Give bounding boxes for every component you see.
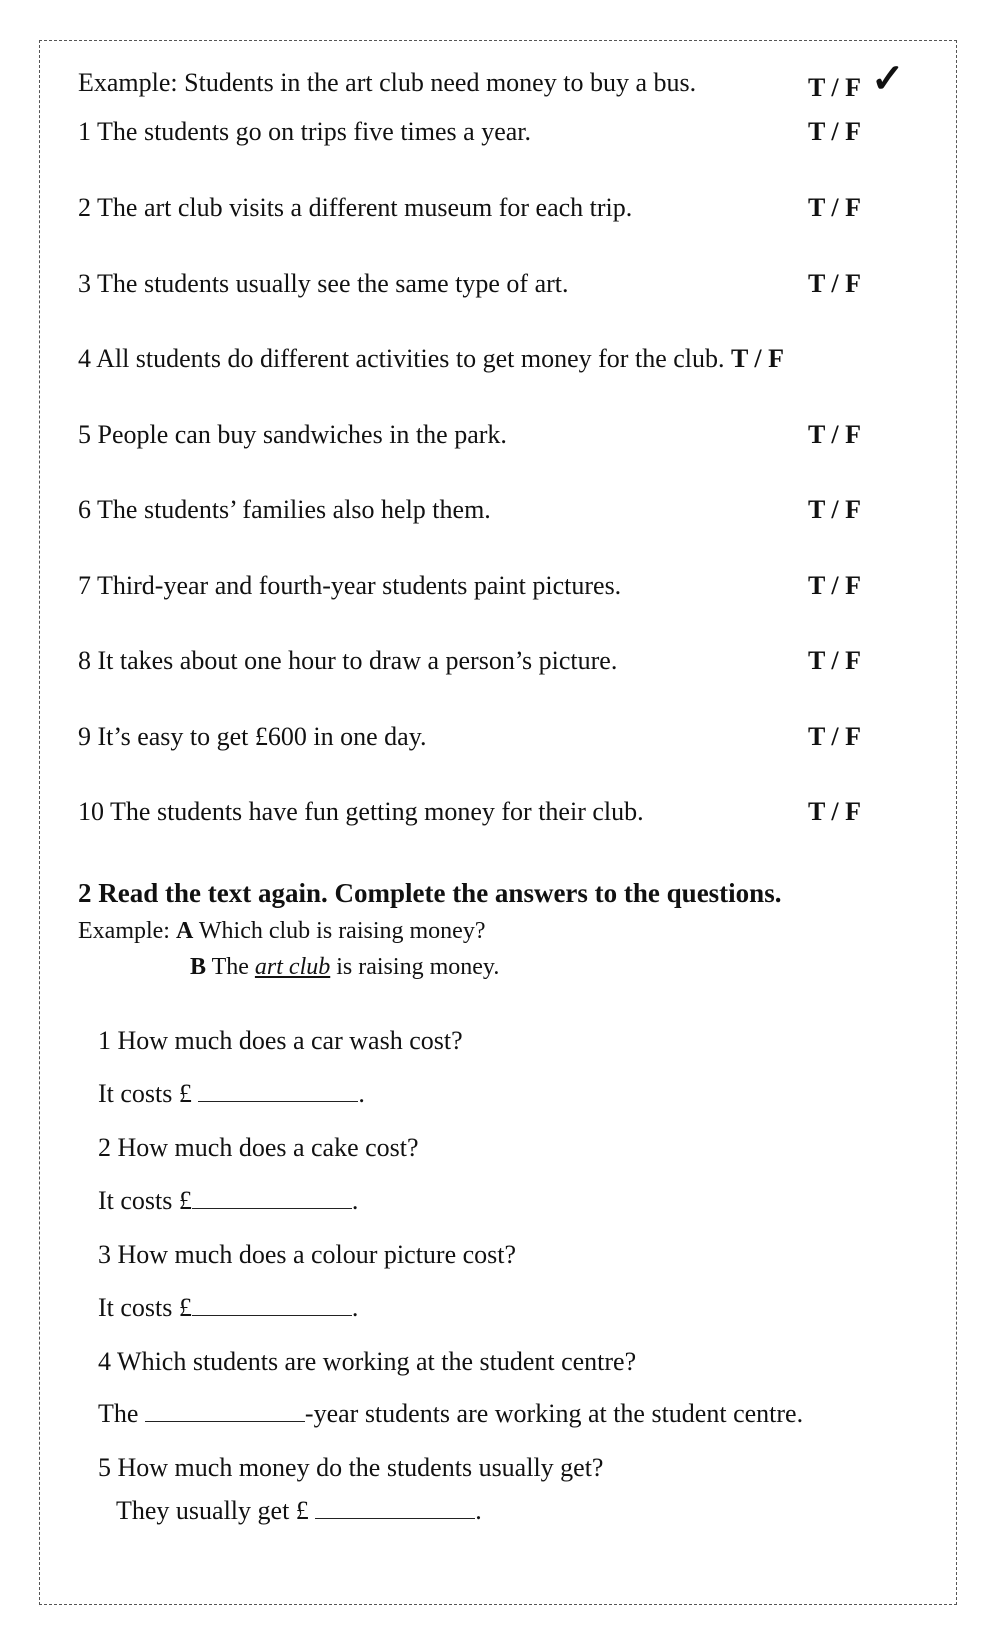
statement-1: 1 The students go on trips five times a year. bbox=[78, 117, 531, 146]
example-statement: Example: Students in the art club need money to buy a bus. bbox=[78, 68, 697, 97]
tf-choice-7[interactable]: T / F bbox=[808, 571, 861, 600]
answer-line-5: They usually get £ . bbox=[116, 1496, 482, 1525]
statement-6: 6 The students’ families also help them. bbox=[78, 495, 491, 524]
tf-choice-4[interactable]: T / F bbox=[731, 344, 784, 373]
answer-blank-1[interactable] bbox=[198, 1079, 358, 1102]
answer-line-1: It costs £ . bbox=[98, 1079, 365, 1108]
statement-3: 3 The students usually see the same type of art. bbox=[78, 269, 569, 298]
answer-blank-5[interactable] bbox=[315, 1496, 475, 1519]
answer-blank-3[interactable] bbox=[192, 1293, 352, 1316]
statement-9: 9 It’s easy to get £600 in one day. bbox=[78, 722, 427, 751]
statement-2: 2 The art club visits a different museum for each trip. bbox=[78, 193, 633, 222]
statement-5: 5 People can buy sandwiches in the park. bbox=[78, 420, 507, 449]
example-answer: art club bbox=[254, 954, 331, 980]
statement-10: 10 The students have fun getting money for their club. bbox=[78, 797, 644, 826]
tf-choice-5[interactable]: T / F bbox=[808, 420, 861, 449]
statement-7: 7 Third-year and fourth-year students paint pictures. bbox=[78, 571, 622, 600]
tf-choice-2[interactable]: T / F bbox=[808, 193, 861, 222]
answer-line-3: It costs £ . bbox=[98, 1293, 359, 1322]
example-answer-b: B The art club is raising money. bbox=[190, 954, 500, 980]
statement-8: 8 It takes about one hour to draw a person’s picture. bbox=[78, 646, 618, 675]
answer-line-2: It costs £ . bbox=[98, 1186, 359, 1215]
section-2-heading: 2 Read the text again. Complete the answers to the questions. bbox=[78, 878, 782, 908]
answer-line-4: The -year students are working at the student centre. bbox=[98, 1399, 804, 1428]
tf-choice-10[interactable]: T / F bbox=[808, 797, 861, 826]
tf-choice-6[interactable]: T / F bbox=[808, 495, 861, 524]
question-3: 3 How much does a colour picture cost? bbox=[98, 1240, 517, 1269]
example-question-a: Example: A Which club is raising money? bbox=[78, 918, 486, 944]
tf-choice-9[interactable]: T / F bbox=[808, 722, 861, 751]
answer-blank-2[interactable] bbox=[192, 1186, 352, 1209]
question-2: 2 How much does a cake cost? bbox=[98, 1133, 419, 1162]
question-5: 5 How much money do the students usually get? bbox=[98, 1453, 604, 1482]
example-tf: T / F ✓ bbox=[808, 56, 905, 102]
answer-blank-4[interactable] bbox=[145, 1399, 305, 1422]
statement-4: 4 All students do different activities to get money for the club. T / F bbox=[78, 344, 784, 373]
question-4: 4 Which students are working at the student centre? bbox=[98, 1347, 637, 1376]
tf-choice-8[interactable]: T / F bbox=[808, 646, 861, 675]
question-1: 1 How much does a car wash cost? bbox=[98, 1026, 463, 1055]
checkmark-icon: ✓ bbox=[870, 56, 905, 101]
tf-choice-3[interactable]: T / F bbox=[808, 269, 861, 298]
tf-choice-1[interactable]: T / F bbox=[808, 117, 861, 146]
